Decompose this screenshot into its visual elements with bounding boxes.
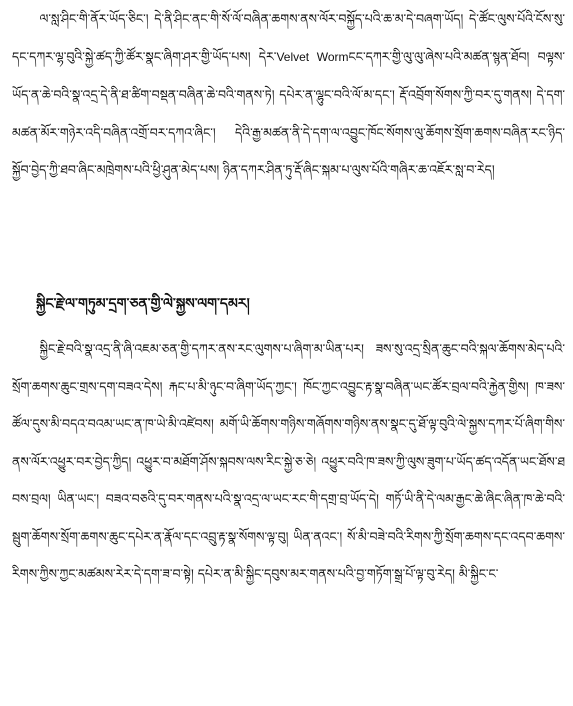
paragraph-1 [12,0,565,290]
paragraph-1-text-b: ངང་དཀར་གྱི་ལུ་ལུ་ཞེས་པའི་མཚན་སྙན་ཐོབ། བལྟས་ཡོད་ན་ཆེ་བའི་སྣ་འདྲ་དེ་ནི་ཐ་ཚིག་བསྡན་བཞིན་ཆེ་བའི་གནས་ཏེ། དཔེར་ན་ལྷུང་བའི་ལོ་མ་དང་། རྡོ་འབྲོག་སོགས་ཀྱི་བར་དུ་གནས། དེ་དག་མཚན་མོར་གཉེར་འདི་བཞིན་འགྲོ་བར་དཀའ་ཞིང་། དེའི་རྒྱ་མཚན་ནི་དེ་དག་ལ་འབྱུང་ཁོང་སོགས་ལུ་ཆོགས་སྲོག་ཆགས་བཞིན་རང་ཉིད་སྐྱོབ་བྱེད་ཀྱི་ཐབ་ཞིང་མཁྲེགས་པའི་ཕྱི་ཤུན་མེད་པས། ཉིན་དཀར་ཤིན་ཏུ་རྡོ་ཞིང་སྐམ་པ་ལུས་པོའི་གཞིར་ཆ་འཇོར་སླ་བ་རེད། [12,48,565,177]
section-heading: སྐྱིང་རྗེ་ལ་གཏུམ་དྲག་ཅན་གྱི་ལེ་སྐྱས་ལག་དམར། [36,296,250,312]
latin-term: Velvet Worm [276,49,349,64]
paragraph-2: སྐྱིང་རྗེ་བའི་སྣ་འདྲ་ནི་ཞི་འཇམ་ཅན་གྱི་དཀར་ནས་རང་ལུགས་པ་ཞིག་མ་ཡིན་པར། ཟས་སུ་འདྲ་སྲིན་ཆུང་བའི་སྐལ་ཆོགས་མེད་པའི་སྲོག་ཆགས་ཆུང་གྲས་དག་བཟའ་དེས། རྐང་པ་མི་ཉུང་བ་ཞིག་ཡོད་ཀྱང་། ཁོང་ཀྱང་འབྱུང་རྟ་སྣ་བཞིན་ཡང་ཚོར་བྲལ་བའི་རྐྱེན་གྱིས། ཁ་ཟས་ཚོལ་དུས་མི་བདའ་བའམ་ཡང་ན་ཁ་ཡེ་མི་འཛེབས། མགོ་ཡི་ཆོགས་གཉིས་གཞོགས་གཉིས་ནས་སྣང་དུ་ཐོ་ལྟ་བུའི་ལེ་སྐྱས་དཀར་པོ་ཞིག་གིས་ནས་ལོར་འཕྱུར་བར་བྱེད་ཀྱིད། འཕྱུར་བ་མཐོག་ཤོས་སྐབས་ལས་རིང་སྐྱེ་ཅ་ཅེ། འཕྱུར་བའི་ཁ་ཟས་ཀྱི་ལུས་ཟུག་པ་ཡོད་ཚད་འདོན་ཡང་ཐོས་ཐབས་བྲལ། ཡིན་ཡང་། བཟའ་བཅའི་དུ་བར་གནས་པའི་སྣ་འདྲ་ལ་ཡང་རང་གི་དགྲ་བྲ་ཡོད་དེ། གཏོ་ཡི་ནི་དེ་ལམ་རྒྱང་ཆེ་ཞིང་ཞིན་ཁ་ཆེ་བའི་སྦུག་ཆོགས་སྲོག་ཆགས་ཆུང་དཔེར་ན་རྣོལ་དང་འབྲུ་རྟ་སྣ་སོགས་ལྟ་བུ། ཡིན་ནའང་། སོ་མི་བཟེ་བའི་རིགས་ཀྱི་སྲོག་ཆགས་དང་འདབ་ཆགས་རིགས་ཀྱིས་ཀྱང་མཚམས་རེར་དེ་དག་ཟ་བ་སྟེ། དཔེར་ན་མི་སྐྱིང་དབུས་མར་གནས་པའི་བྱ་གཏོག་སྒྲ་པོ་ལྟ་བུ་རེད། མི་སྐྱིང་ང་ [12,341,565,581]
paragraph-1-text-a: ལ་སླ་ཤིང་གི་ནོར་ཡོད་ཅིང་། དེ་ནི་ཤིང་ནང་གི་སོ་ལོ་བཞིན་ཆགས་ནས་ལོར་བསྐྱོད་པའི་ཆ་མ་དེ་བཞག་ཡོད། དེ་ཚོང་ལུས་པོའི་ངོས་སུ་དང་དཀར་ལྷ་བུའི་སྐྱེ་ཚད་ཀྱི་ཚོར་སྣང་ཞིག་ཤར་གྱི་ཡོད་པས། དེར་ [12,11,565,64]
